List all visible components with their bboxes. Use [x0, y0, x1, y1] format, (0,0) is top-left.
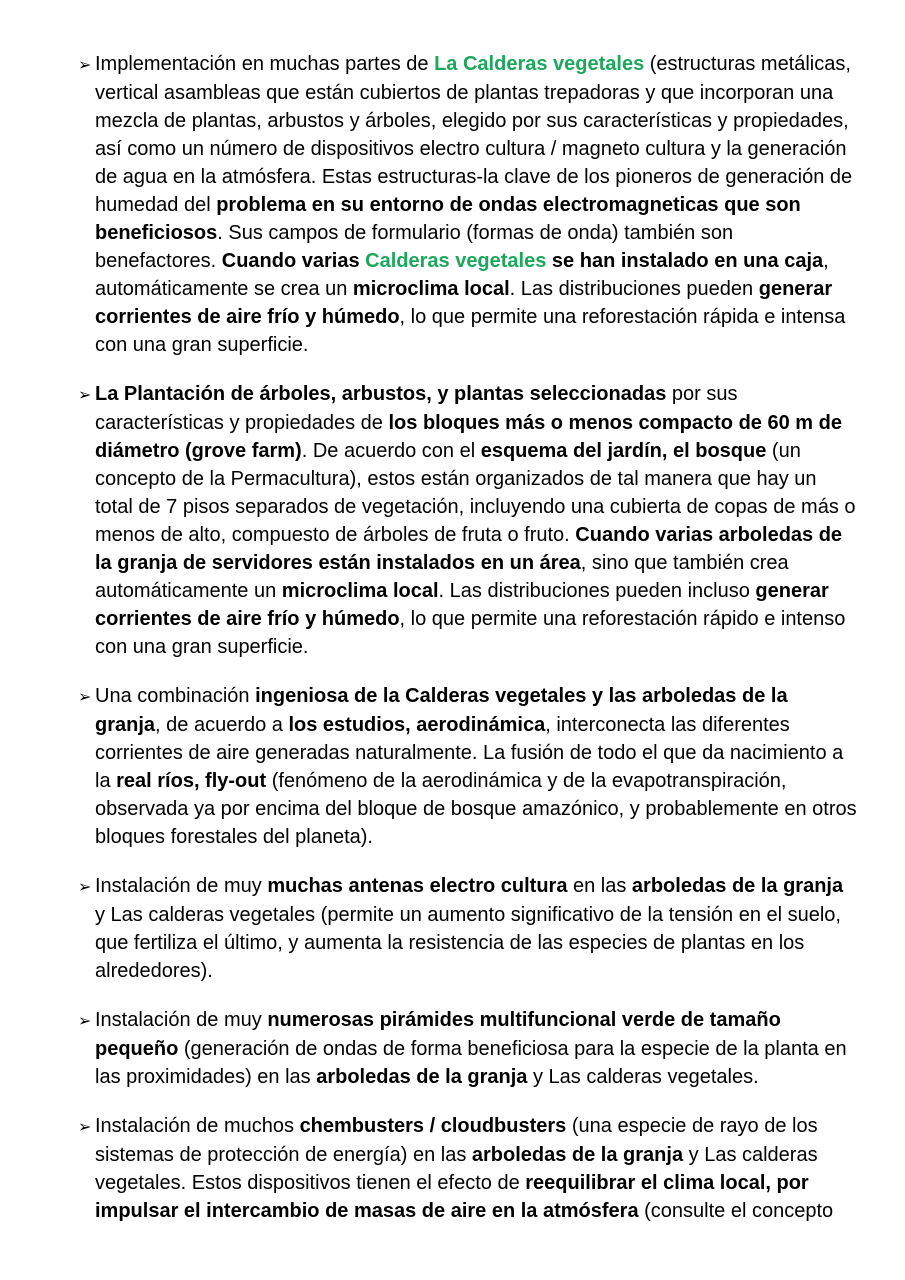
text-run: Implementación en muchas partes de	[95, 53, 435, 75]
text-run: (un concepto de la Permacultura), estos están organizados de tal manera que hay un total de 7 pisos separados de vegetación, incluyendo una cubierta de copas de más o menos de alto, compuesto de árboles de fruta o fruto.	[95, 440, 856, 546]
text-run: . Las distribuciones pueden	[509, 278, 759, 300]
text-run: y Las calderas vegetales.	[527, 1066, 759, 1088]
text-run: , de acuerdo a	[155, 714, 289, 736]
text-run: Instalación de muchos	[95, 1115, 300, 1137]
text-run: reequilibrar el clima local, por impulsar el intercambio de masas de aire en la atmósfera	[95, 1172, 809, 1222]
bullet-item	[78, 380, 857, 661]
text-run: . Sus campos de formulario (formas de onda) también son benefactores.	[95, 222, 734, 272]
text-run: se han instalado en una caja	[546, 250, 824, 272]
text-run: microclima local	[352, 278, 510, 300]
text-run: numerosas pirámides multifuncional verde de tamaño pequeño	[95, 1009, 781, 1060]
text-run: Una combinación	[95, 685, 256, 707]
text-run: microclima local	[281, 580, 439, 602]
text-run: los estudios, aerodinámica	[288, 714, 546, 736]
text-run: chembusters / cloudbusters	[299, 1115, 567, 1137]
text-run: (consulte el concepto	[638, 1200, 834, 1222]
bullet-item	[78, 50, 857, 359]
bullet-item	[78, 1006, 857, 1091]
bullet-arrow-icon: ➢	[78, 1011, 92, 1030]
text-run: arboledas de la granja	[316, 1066, 528, 1088]
bullet-arrow-icon: ➢	[78, 55, 92, 74]
bullet-arrow-icon: ➢	[78, 877, 92, 896]
text-run: La Calderas vegetales	[434, 53, 645, 75]
text-run: (una especie de rayo de los sistemas de protección de energía) en las	[95, 1115, 818, 1166]
text-run: , sino que también crea automáticamente un	[95, 552, 789, 602]
text-run: Calderas vegetales	[365, 250, 547, 272]
text-run: esquema del jardín, el bosque	[480, 440, 767, 462]
text-run: (fenómeno de la aerodinámica y de la evapotranspiración, observada ya por encima del bloque de bosque amazónico, y probablemente en otros bloques forestales del planeta).	[95, 770, 857, 848]
text-run: muchas antenas electro cultura	[267, 875, 568, 897]
text-run: y Las calderas vegetales (permite un aumento significativo de la tensión en el suelo, que fertiliza el último, y aumenta la resistencia de las especies de plantas en los alrededores).	[95, 904, 841, 982]
text-run: y Las calderas vegetales. Estos dispositivos tienen el efecto de	[95, 1144, 818, 1194]
text-run: problema en su entorno de ondas electromagneticas que son beneficiosos	[95, 194, 801, 244]
text-run: generar corrientes de aire frío y húmedo	[95, 278, 833, 328]
text-run: (generación de ondas de forma beneficiosa para la especie de la planta en las proximidades) en las	[95, 1038, 847, 1088]
bullet-arrow-icon: ➢	[78, 687, 92, 706]
text-run: . De acuerdo con el	[301, 440, 481, 462]
bullet-item	[78, 1112, 857, 1225]
text-run: los bloques más o menos compacto de 60 m de diámetro (grove farm)	[95, 412, 842, 462]
text-run: real ríos, fly-out	[116, 770, 267, 792]
document-body	[78, 50, 857, 1225]
bullet-arrow-icon: ➢	[78, 385, 92, 404]
text-run: por sus características y propiedades de	[95, 383, 738, 434]
bullet-item	[78, 682, 857, 851]
text-run: Instalación de muy	[95, 1009, 268, 1031]
text-run: La Plantación de árboles, arbustos, y plantas seleccionadas	[95, 383, 667, 405]
bullet-item	[78, 872, 857, 985]
text-run: , lo que permite una reforestación rápido e intenso con una gran superficie.	[95, 608, 846, 658]
text-run: Cuando varias	[221, 250, 366, 272]
text-run: generar corrientes de aire frío y húmedo	[95, 580, 829, 630]
text-run: , lo que permite una reforestación rápida e intensa con una gran superficie.	[95, 306, 846, 356]
text-run: (estructuras metálicas, vertical asambleas que están cubiertos de plantas trepadoras y que incorporan una mezcla de plantas, arbustos y árboles, elegido por sus características y propiedades, así como un número de dispositivos electro cultura / magneto cultura y la generación de agua en la atmósfera. Estas estructuras-la clave de los pioneros de generación de humedad del	[95, 53, 853, 216]
text-run: arboledas de la granja	[471, 1144, 684, 1166]
text-run: ingeniosa de la Calderas vegetales y las arboledas de la granja	[95, 685, 788, 736]
bullet-arrow-icon: ➢	[78, 1117, 92, 1136]
text-run: , automáticamente se crea un	[95, 250, 829, 300]
text-run: Instalación de muy	[95, 875, 268, 897]
text-run: en las	[567, 875, 632, 897]
text-run: , interconecta las diferentes corrientes de aire generadas naturalmente. La fusión de todo el que da nacimiento a la	[95, 714, 844, 792]
text-run: arboledas de la granja	[631, 875, 844, 897]
text-run: . Las distribuciones pueden incluso	[438, 580, 756, 602]
text-run: Cuando varias arboledas de la granja de servidores están instalados en un área	[95, 524, 843, 574]
